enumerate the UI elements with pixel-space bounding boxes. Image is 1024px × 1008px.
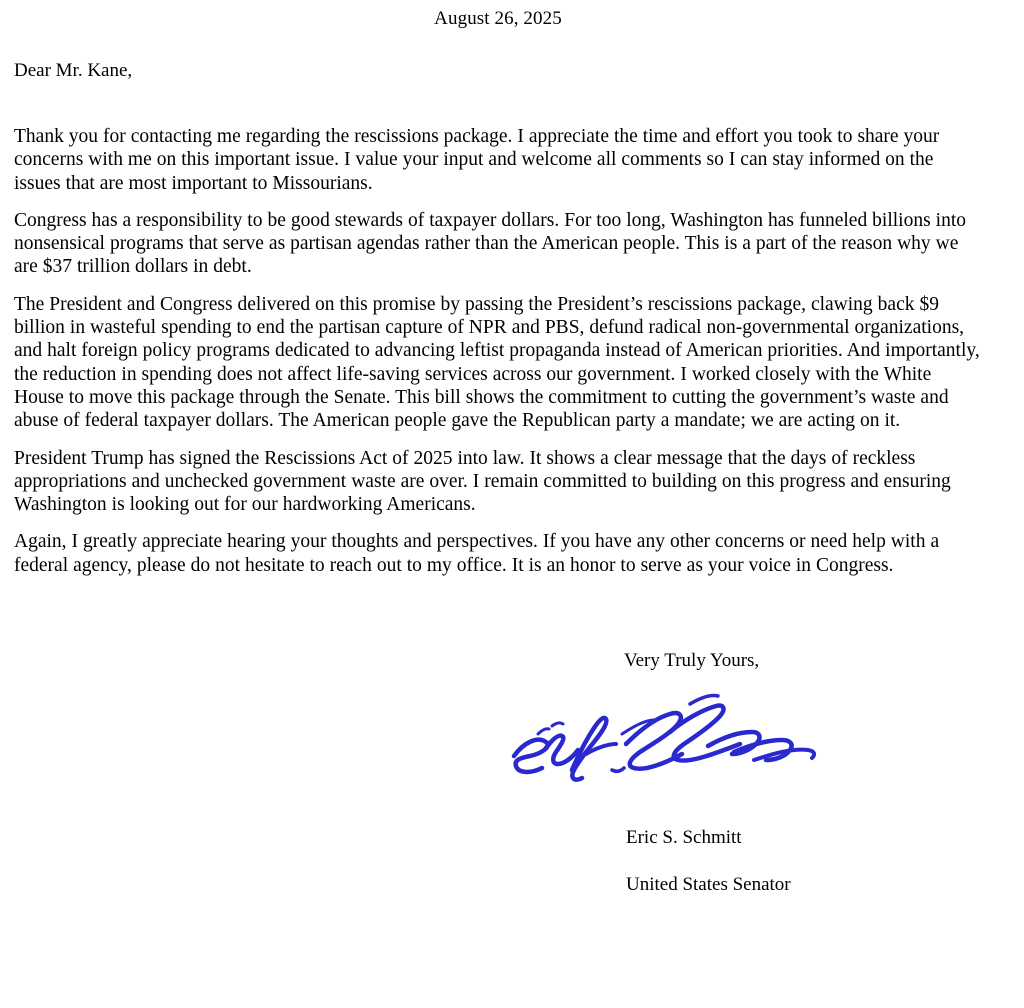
letter-paragraph: Congress has a responsibility to be good stewards of taxpayer dollars. For too long, Washington has funneled billions into nonsensical programs that serve as partisan agendas rather than the American people. This is a part of the reason why we are $37 trillion dollars in debt.	[14, 209, 966, 278]
letter-date: August 26, 2025	[434, 8, 562, 29]
letter-paragraph: President Trump has signed the Rescissions Act of 2025 into law. It shows a clear message that the days of reckless appropriations and unchecked government waste are over. I remain committed to building on this progress and ensuring Washington is looking out for our hardworking Americans.	[14, 447, 951, 516]
letter-closing-block	[14, 651, 982, 894]
signature-title: United States Senator	[626, 874, 791, 896]
signature-area	[484, 674, 982, 824]
letter-paragraph: The President and Congress delivered on this promise by passing the President’s rescissions package, clawing back $9 billion in wasteful spending to end the partisan capture of NPR and PBS, defund radical non-governmental organizations, and halt foreign policy programs dedicated to advancing leftist propaganda instead of American priorities. And importantly, the reduction in spending does not affect life-saving services across our government. I worked closely with the White House to move this package through the Senate. This bill shows the commitment to cutting the government’s waste and abuse of federal taxpayer dollars. The American people gave the Republican party a mandate; we are acting on it.	[14, 293, 980, 432]
letter-closing: Very Truly Yours,	[624, 650, 760, 672]
handwritten-signature-icon	[494, 674, 834, 814]
letter-paragraph: Thank you for contacting me regarding the rescissions package. I appreciate the time and effort you took to share your concerns with me on this important issue. I value your input and welcome all comments so I can stay informed on the issues that are most important to Missourians.	[14, 126, 940, 194]
letter-body	[14, 125, 982, 577]
letter-paragraph: Again, I greatly appreciate hearing your thoughts and perspectives. If you have any other concerns or need help with a federal agency, please do not hesitate to reach out to my office. It is an honor to serve as your voice in Congress.	[14, 531, 940, 576]
signature-name: Eric S. Schmitt	[626, 827, 742, 849]
letter-salutation: Dear Mr. Kane,	[14, 60, 133, 81]
